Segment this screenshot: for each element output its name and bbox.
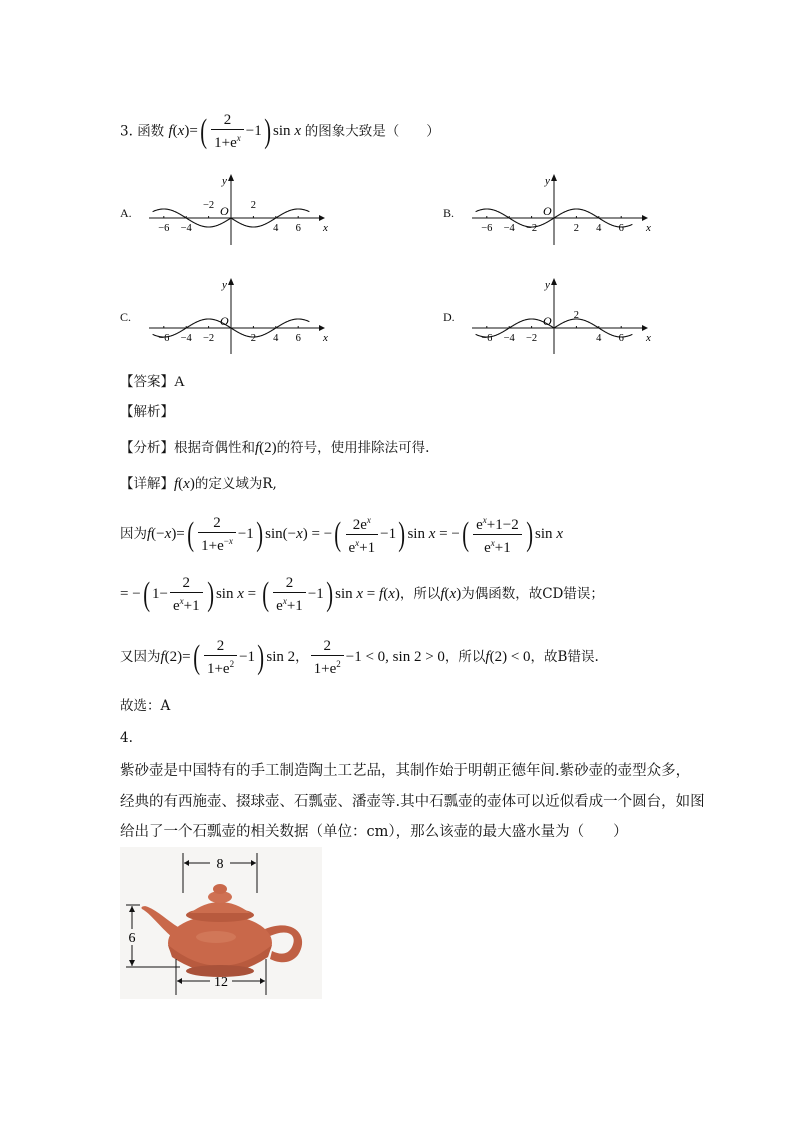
tick-label: 6	[618, 223, 624, 234]
tick-label: −2	[526, 333, 538, 344]
x-axis-arrow	[319, 215, 325, 221]
x-axis-arrow	[319, 325, 325, 331]
x-axis-label: x	[646, 332, 651, 344]
dim-height: 6	[128, 931, 136, 946]
y-axis-label: y	[222, 279, 227, 291]
option-b-label: B.	[443, 206, 455, 220]
tick-label: −2	[203, 333, 215, 344]
derivation-line-3: 又因为f(2)=( $\frac{2}{1+e^2}$ −1) sin 2， $\frac{2}{1+e^2}$ −1 < 0, sin 2 > 0，所以f(2) < 0，故B错误.	[120, 637, 599, 677]
option-a-label: A.	[120, 206, 132, 220]
tick-label: 2	[250, 333, 257, 344]
q3-number: 3.	[120, 123, 133, 140]
origin-label: O	[543, 314, 552, 328]
graph-a	[145, 172, 335, 247]
tick-label: −6	[481, 333, 493, 344]
tick-label: −4	[180, 223, 192, 234]
fenxi: 【分析】根据奇偶性和f(2)的符号，使用排除法可得.	[120, 440, 430, 456]
tick-label: 4	[273, 223, 279, 234]
x-axis-label: x	[323, 332, 328, 344]
teapot-photo	[120, 847, 322, 999]
origin-label: O	[220, 314, 229, 328]
derivation-line-2: = −( 1− $\frac{2}{e^x+1}$ ) sin x = ( $\frac{2}{e^x+1}$ −1) sin x = f(x)，所以f(x)为偶函数，故CD错误；	[120, 574, 604, 614]
q4-para-2: 经典的有西施壶、掇球壶、石瓢壶、潘壶等.其中石瓢壶的壶体可以近似看成一个圆台，如图	[120, 794, 705, 810]
tick-label: 2	[573, 223, 580, 234]
x-axis-label: x	[323, 222, 328, 234]
analysis-label: 【解析】	[120, 404, 174, 420]
derivation-line-1: 因为f(−x)=( $\frac{2}{1+e^{-x}}$ −1) sin(−x) = −( $\frac{2e^x}{e^x+1}$ −1) sin x = −( $\frac{e^x+1-2}{e^x+1}$ ) sin x	[120, 512, 563, 557]
graph-d	[468, 276, 658, 356]
xiangjie: 【详解】f(x)的定义域为R,	[120, 476, 277, 492]
dim-bottom: 12	[214, 975, 228, 990]
x-axis-arrow	[642, 215, 648, 221]
y-axis-label: y	[545, 175, 550, 187]
x-axis-label: x	[646, 222, 651, 234]
choose: 故选：A	[120, 698, 171, 714]
teapot-illustration	[120, 847, 322, 999]
tick-label: −4	[180, 333, 192, 344]
q4-para-1: 紫砂壶是中国特有的手工制造陶土工艺品，其制作始于明朝正德年间.紫砂壶的壶型众多，	[120, 763, 691, 779]
dim-top: 8	[216, 857, 224, 872]
option-d-label: D.	[443, 310, 455, 324]
y-axis-arrow	[551, 174, 557, 181]
option-c-label: C.	[120, 310, 132, 324]
tick-label: −6	[158, 223, 170, 234]
tick-label: 6	[618, 333, 624, 344]
y-axis-arrow	[228, 278, 234, 285]
tick-label: −4	[503, 333, 515, 344]
origin-label: O	[220, 204, 229, 218]
tick-label: 4	[596, 223, 602, 234]
answer	[120, 372, 185, 392]
q3-func: f(x)=( $\frac{2}{1+e^x}$ −1) sin x	[168, 112, 301, 151]
tick-label: 2	[250, 200, 257, 211]
answer-label: 【答案】	[120, 374, 174, 390]
tick-label: −6	[481, 223, 493, 234]
y-axis-arrow	[551, 278, 557, 285]
y-axis-label: y	[222, 175, 227, 187]
q3-tail: 的图象大致是（ ）	[304, 123, 440, 140]
q3-stem	[120, 112, 440, 152]
tick-label: 2	[573, 310, 580, 321]
answer-value: A	[174, 374, 185, 390]
graph-c	[145, 276, 335, 356]
tick-label: 4	[596, 333, 602, 344]
origin-label: O	[543, 204, 552, 218]
x-axis-arrow	[642, 325, 648, 331]
tick-label: −4	[503, 223, 515, 234]
tick-label: 6	[295, 333, 301, 344]
tick-label: −2	[526, 223, 538, 234]
q3-lead: 函数	[137, 123, 165, 140]
graph-b	[468, 172, 658, 247]
tick-label: −6	[158, 333, 170, 344]
q4-para-3: 给出了一个石瓢壶的相关数据（单位：cm），那么该壶的最大盛水量为（ ）	[120, 824, 628, 840]
y-axis-arrow	[228, 174, 234, 181]
y-axis-label: y	[545, 279, 550, 291]
tick-label: −2	[203, 200, 215, 211]
tick-label: 6	[295, 223, 301, 234]
tick-label: 4	[273, 333, 279, 344]
q4-number: 4.	[120, 730, 133, 746]
